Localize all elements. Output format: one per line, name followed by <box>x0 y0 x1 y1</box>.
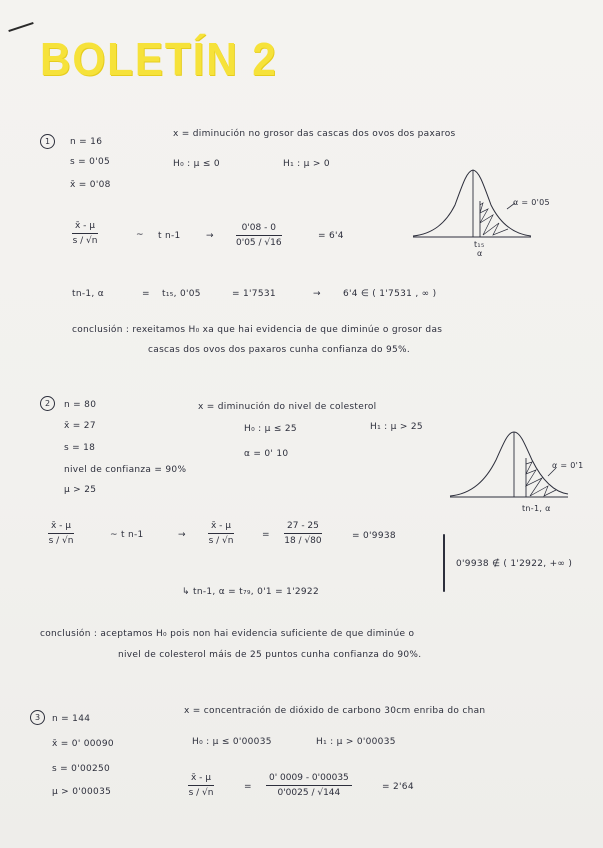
p1-stat-numerator: x̄ - μ <box>72 222 98 234</box>
p1-conclusion-line1: conclusión : rexeitamos H₀ xa que hai evidencia de que diminúe o grosor das <box>72 325 443 335</box>
p2-sample-size: n = 80 <box>64 400 97 410</box>
p1-critical-value: = 1'7531 <box>232 289 276 299</box>
p3-stat-numerator: x̄ - μ <box>188 774 214 786</box>
p1-distribution: t n-1 <box>158 231 181 241</box>
p1-arrow: → <box>206 231 214 241</box>
p3-alt-hypothesis: H₁ : μ > 0'00035 <box>316 737 396 747</box>
p1-curve-alpha-label: α <box>477 249 483 258</box>
p1-alpha-label: α = 0'05 <box>513 198 550 207</box>
p2-calc-denominator: 18 / √80 <box>284 536 322 546</box>
p3-calc-result: = 2'64 <box>382 782 414 792</box>
p1-null-hypothesis: H₀ : μ ≤ 0 <box>173 159 220 169</box>
problem-2-number: 2 <box>40 396 55 411</box>
p2-calc-numerator: 27 - 25 <box>284 522 322 534</box>
p1-sample-size: n = 16 <box>70 137 103 147</box>
p2-sample-mean: x̄ = 27 <box>64 421 96 431</box>
p2-alpha: α = 0' 10 <box>244 449 289 459</box>
p1-std-dev: s = 0'05 <box>70 157 111 167</box>
p1-alt-hypothesis: H₁ : μ > 0 <box>283 159 330 169</box>
p1-calc-denominator: 0'05 / √16 <box>236 238 282 248</box>
p2-curve-t-label: tn-1, α <box>522 504 551 513</box>
p1-critical-eq: = <box>142 289 150 299</box>
p2-statistic2-fraction <box>208 522 234 546</box>
corner-pen-stroke <box>8 22 33 32</box>
p2-distribution: ~ t n-1 <box>110 530 144 540</box>
p3-variable-definition: x = concentración de dióxido de carbono 30cm enriba do chan <box>184 706 486 716</box>
p1-curve-t-label: t₁₅ <box>474 240 485 249</box>
p3-sample-size: n = 144 <box>52 714 91 724</box>
p2-arrow: → <box>178 530 186 540</box>
p1-tilde: ~ <box>136 230 144 240</box>
p1-normal-curve-sketch <box>413 165 533 255</box>
p2-conclusion-line2: nivel de colesterol máis de 25 puntos cunha confianza do 90%. <box>118 650 422 660</box>
p1-sample-mean: x̄ = 0'08 <box>70 180 111 190</box>
p1-statistic-fraction <box>72 222 98 246</box>
p2-statistic-fraction <box>48 522 74 546</box>
p2-confidence: nivel de confianza = 90% <box>64 465 187 475</box>
page-title: BOLETÍN 2 <box>40 33 278 85</box>
p2-result-brace <box>443 534 445 592</box>
p2-std-dev: s = 18 <box>64 443 96 453</box>
p3-calc-numerator: 0' 0009 - 0'00035 <box>266 774 352 786</box>
p2-equals: = <box>262 530 270 540</box>
p2-result: 0'9938 ∉ ( 1'2922, +∞ ) <box>456 559 573 569</box>
p3-equals: = <box>244 782 252 792</box>
p1-calc-result: = 6'4 <box>318 231 344 241</box>
p3-calc-denominator: 0'0025 / √144 <box>277 788 341 798</box>
p1-variable-definition: x = diminución no grosor das cascas dos ovos dos paxaros <box>173 129 456 139</box>
p1-stat-denominator: s / √n <box>72 236 98 246</box>
p1-critical-arrow: → <box>313 289 321 299</box>
p2-calc-result: = 0'9938 <box>352 531 396 541</box>
p3-statistic-fraction <box>188 774 214 798</box>
p2-stat2-numerator: x̄ - μ <box>208 522 234 534</box>
p1-calc-numerator: 0'08 - 0 <box>236 224 282 236</box>
p3-calc-fraction <box>266 774 352 798</box>
p2-variable-definition: x = diminución do nivel de colesterol <box>198 402 377 412</box>
p2-mu: μ > 25 <box>64 485 97 495</box>
p1-critical-left: tn-1, α <box>72 289 104 299</box>
p2-stat2-denominator: s / √n <box>208 536 234 546</box>
p3-sample-mean: x̄ = 0' 00090 <box>52 739 114 749</box>
p3-null-hypothesis: H₀ : μ ≤ 0'00035 <box>192 737 272 747</box>
p2-stat-denominator: s / √n <box>48 536 74 546</box>
p1-critical-result: 6'4 ∈ ( 1'7531 , ∞ ) <box>343 289 437 299</box>
p2-alpha-label: α = 0'1 <box>552 461 584 470</box>
p2-critical-line: ↳ tn-1, α = t₇₉, 0'1 = 1'2922 <box>182 587 319 597</box>
p2-calc-fraction <box>284 522 322 546</box>
p3-std-dev: s = 0'00250 <box>52 764 111 774</box>
p2-null-hypothesis: H₀ : μ ≤ 25 <box>244 424 297 434</box>
p1-critical-mid: t₁₅, 0'05 <box>162 289 201 299</box>
p3-stat-denominator: s / √n <box>188 788 214 798</box>
problem-1-number: 1 <box>40 134 55 149</box>
problem-3-number: 3 <box>30 710 45 725</box>
p3-mu: μ > 0'00035 <box>52 787 112 797</box>
p1-conclusion-line2: cascas dos ovos dos paxaros cunha confianza do 95%. <box>148 345 411 355</box>
p2-stat-numerator: x̄ - μ <box>48 522 74 534</box>
p2-alt-hypothesis: H₁ : μ > 25 <box>370 422 423 432</box>
p1-calc-fraction <box>236 224 282 248</box>
p2-conclusion-line1: conclusión : aceptamos H₀ pois non hai evidencia suficiente de que diminúe o <box>40 629 415 639</box>
